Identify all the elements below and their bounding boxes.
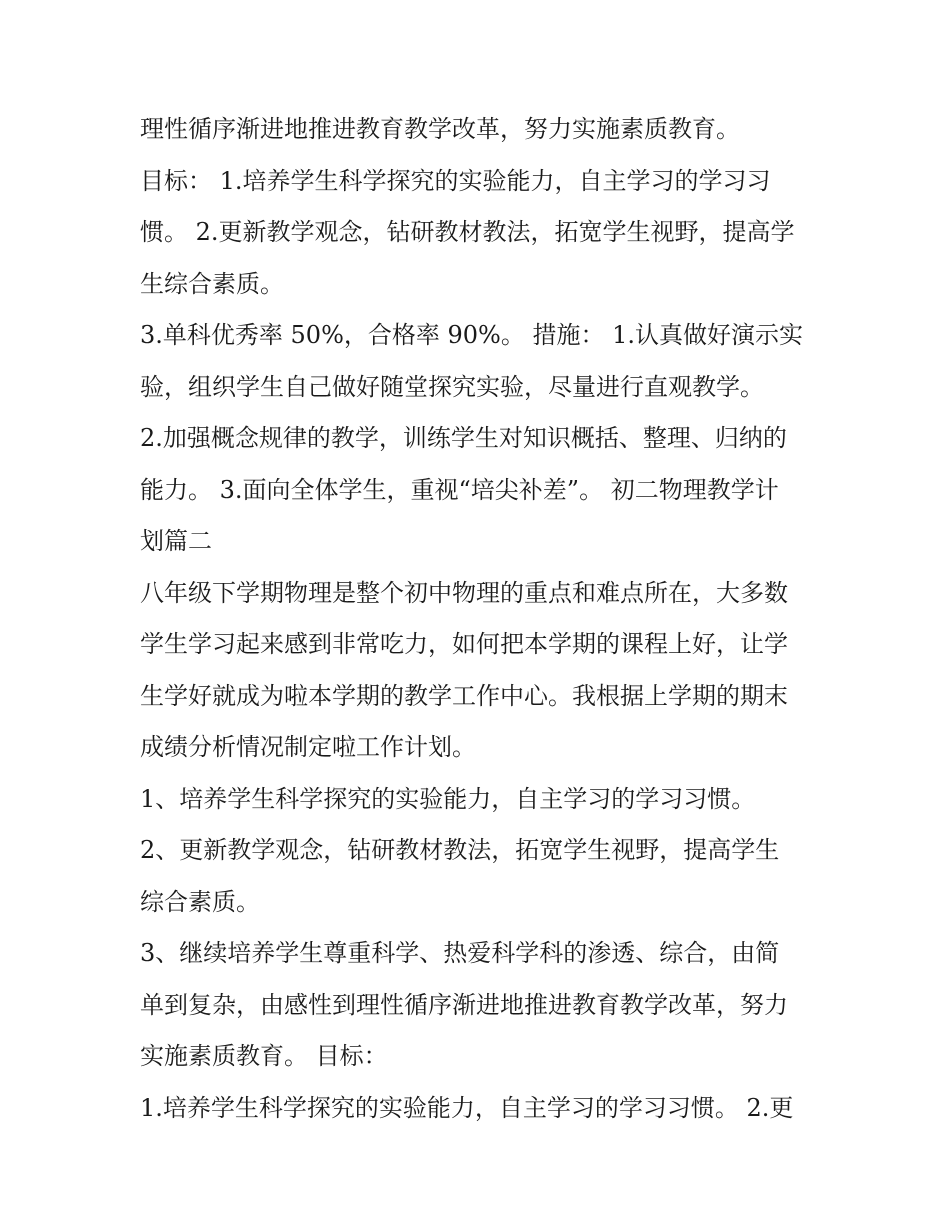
text-line: 能力。 3.面向全体学生，重视“培尖补差”。 初二物理教学计 [140,475,779,504]
text-line: 生综合素质。 [140,269,284,298]
document-body [140,104,820,1134]
text-line: 3、继续培养学生尊重科学、热爱科学科的渗透、综合，由简 [140,939,780,967]
text-line: 生学好就成为啦本学期的教学工作中心。我根据上学期的期末 [140,681,788,710]
text-line: 实施素质教育。 目标： [140,1042,388,1070]
text-line: 1.培养学生科学探究的实验能力，自主学习的学习习惯。 2.更 [140,1093,794,1122]
text-line: 综合素质。 [140,887,260,916]
text-line: 目标： 1.培养学生科学探究的实验能力，自主学习的学习习 [140,166,771,195]
text-line: 划篇二 [140,527,212,555]
text-line: 2、更新教学观念，钻研教材教法，拓宽学生视野，提高学生 [140,836,780,864]
text-line: 单到复杂，由感性到理性循序渐进地推进教育教学改革，努力 [140,990,788,1019]
text-line: 学生学习起来感到非常吃力，如何把本学期的课程上好，让学 [140,630,788,658]
text-line: 验，组织学生自己做好随堂探究实验，尽量进行直观教学。 [140,372,764,401]
text-line: 成绩分析情况制定啦工作计划。 [140,733,476,761]
text-line: 2.加强概念规律的教学，训练学生对知识概括、整理、归纳的 [140,424,787,452]
text-line: 3.单科优秀率 50%，合格率 90%。 措施： 1.认真做好演示实 [140,321,803,349]
text-line: 八年级下学期物理是整个初中物理的重点和难点所在，大多数 [140,578,788,607]
text-line: 1、培养学生科学探究的实验能力，自主学习的学习习惯。 [140,784,756,813]
text-line: 惯。 2.更新教学观念，钻研教材教法，拓宽学生视野，提高学 [140,218,795,246]
text-line: 理性循序渐进地推进教育教学改革，努力实施素质教育。 [140,115,740,143]
